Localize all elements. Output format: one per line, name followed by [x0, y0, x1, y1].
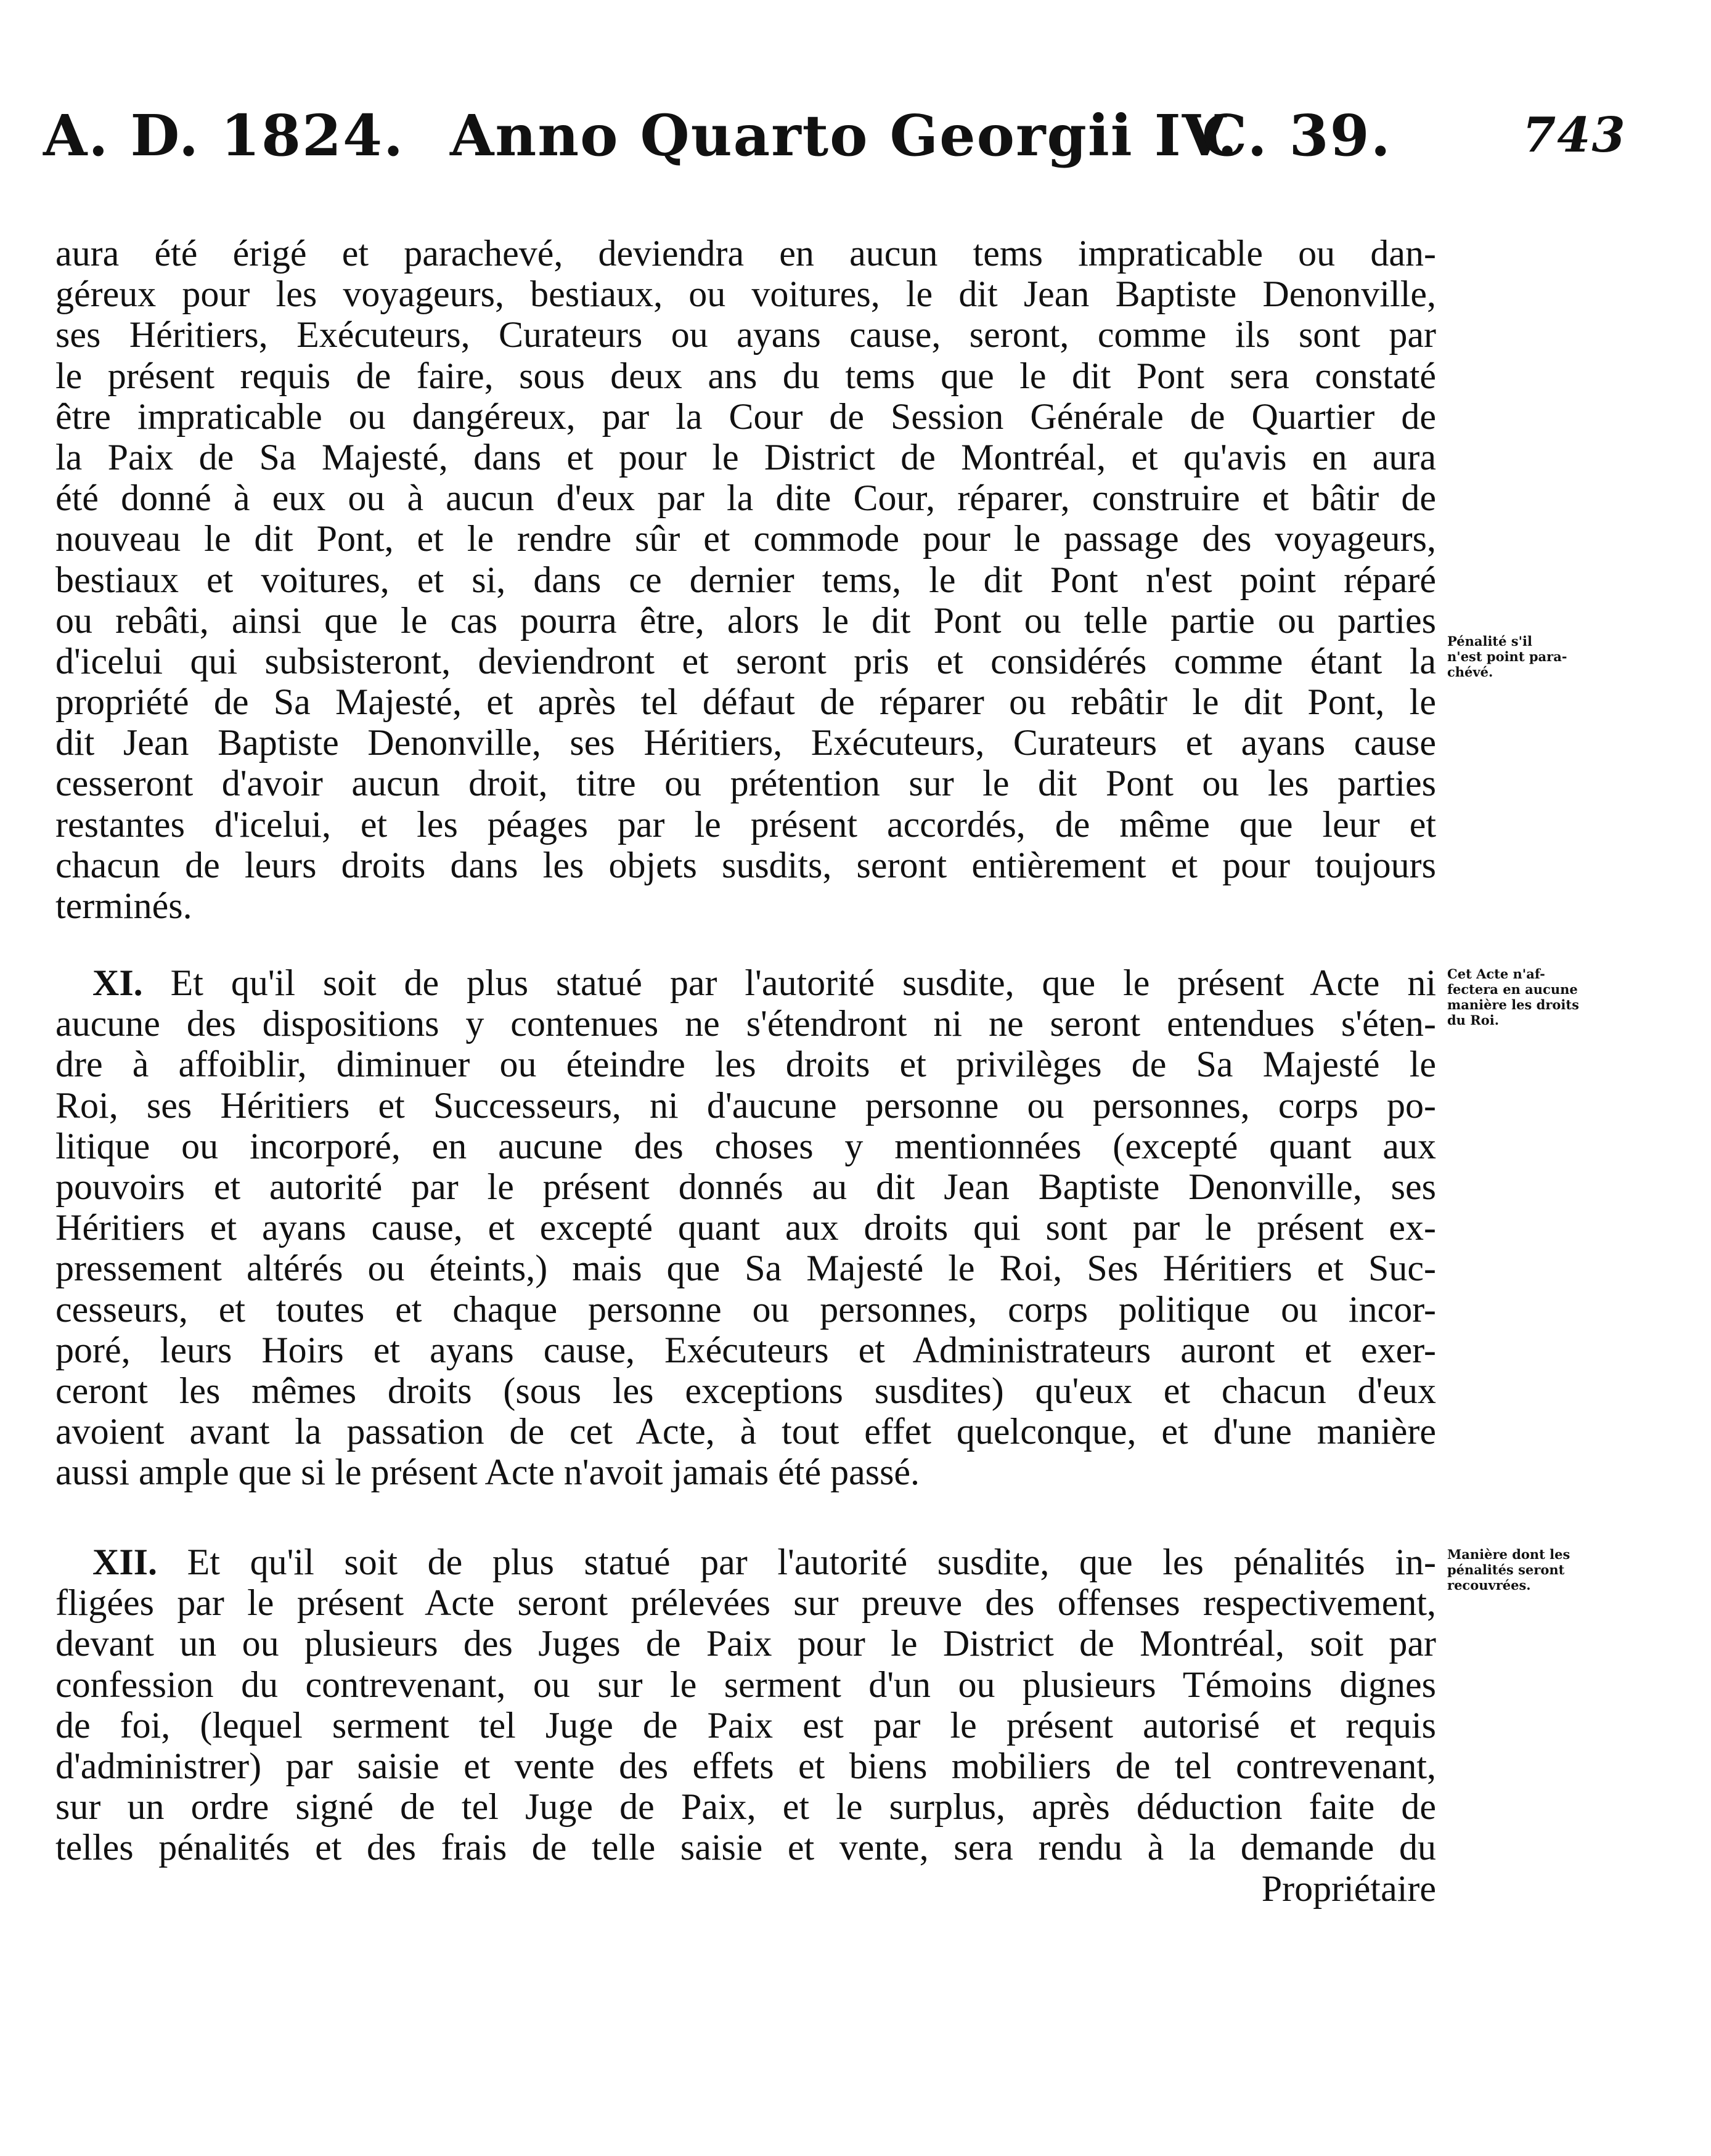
text-line: pressement altérés ou éteints,) mais que Sa Majesté le Roi, Ses Héritiers et Suc- — [55, 1248, 1436, 1289]
text-line: ceront les mêmes droits (sous les exceptions susdites) qu'eux et chacun d'eux — [55, 1370, 1436, 1411]
section-number: XI. — [92, 962, 143, 1003]
catchword: Propriétaire — [1261, 1868, 1436, 1909]
paragraph-continuation — [55, 233, 1436, 926]
margin-note-line: pénalités seront — [1447, 1562, 1565, 1577]
header-regnal-title: Anno Quarto Georgii IV. — [450, 102, 1239, 169]
text-line: dit Jean Baptiste Denonville, ses Héritiers, Exécuteurs, Curateurs et ayans cause — [55, 722, 1436, 763]
section-number: XII. — [92, 1542, 158, 1582]
header-year: A. D. 1824. — [43, 102, 405, 169]
text-line: ses Héritiers, Exécuteurs, Curateurs ou ayans cause, seront, comme ils sont par — [55, 314, 1436, 356]
margin-note-crown-rights — [1447, 966, 1632, 1028]
text-line: propriété de Sa Majesté, et après tel défaut de réparer ou rebâtir le dit Pont, le — [55, 681, 1436, 723]
margin-note-line: Pénalité s'il — [1447, 633, 1532, 649]
text-line: cesseront d'avoir aucun droit, titre ou prétention sur le dit Pont ou les parties — [55, 763, 1436, 804]
text-line: être impraticable ou dangéreux, par la Cour de Session Générale de Quartier de — [55, 396, 1436, 437]
text-line: de foi, (lequel serment tel Juge de Paix est par le présent autorisé et requis — [55, 1704, 1436, 1746]
text-line: été donné à eux ou à aucun d'eux par la dite Cour, réparer, construire et bâtir de — [55, 478, 1436, 519]
margin-note-line: Cet Acte n'af- — [1447, 966, 1545, 982]
text-line: devant un ou plusieurs des Juges de Paix pour le District de Montréal, soit par — [55, 1623, 1436, 1664]
text-line: ou rebâti, ainsi que le cas pourra être, alors le dit Pont ou telle partie ou parties — [55, 600, 1436, 641]
text-line — [55, 962, 1436, 1003]
text-line: poré, leurs Hoirs et ayans cause, Exécuteurs et Administrateurs auront et exer- — [55, 1329, 1436, 1370]
margin-note-line: fectera en aucune — [1447, 982, 1578, 997]
text-line: cesseurs, et toutes et chaque personne ou personnes, corps politique ou incor- — [55, 1288, 1436, 1330]
text-line: telles pénalités et des frais de telle saisie et vente, sera rendu à la demande du — [55, 1827, 1436, 1868]
margin-note-line: manière les droits — [1447, 997, 1579, 1012]
text-line-content: Et qu'il soit de plus statué par l'autorité susdite, que le présent Acte ni — [170, 962, 1437, 1003]
section-xii — [55, 1542, 1436, 1909]
text-line-content: Et qu'il soit de plus statué par l'autorité susdite, que les pénalités in- — [187, 1542, 1436, 1582]
text-line: aura été érigé et parachevé, deviendra en aucun tems impraticable ou dan- — [55, 233, 1436, 274]
text-line: avoient avant la passation de cet Acte, à tout effet quelconque, et d'une manière — [55, 1411, 1436, 1452]
margin-note-penalty-recovery — [1447, 1547, 1632, 1593]
margin-note-penalty — [1447, 633, 1632, 680]
margin-note-line: Manière dont les — [1447, 1547, 1570, 1562]
running-header — [43, 99, 1627, 185]
text-line: chacun de leurs droits dans les objets susdits, seront entièrement et pour toujours — [55, 844, 1436, 885]
text-line: fligées par le présent Acte seront prélevées sur preuve des offenses respectivement, — [55, 1582, 1436, 1624]
text-line: sur un ordre signé de tel Juge de Paix, et le surplus, après déduction faite de — [55, 1786, 1436, 1828]
text-line: pouvoirs et autorité par le présent donnés au dit Jean Baptiste Denonville, ses — [55, 1166, 1436, 1207]
text-line — [55, 1542, 1436, 1582]
margin-note-line: chévé. — [1447, 664, 1493, 680]
text-line: nouveau le dit Pont, et le rendre sûr et commode pour le passage des voyageurs, — [55, 518, 1436, 559]
text-line: la Paix de Sa Majesté, dans et pour le District de Montréal, et qu'avis en aura — [55, 436, 1436, 478]
margin-note-line: n'est point para- — [1447, 649, 1567, 664]
text-line: d'icelui qui subsisteront, deviendront et seront pris et considérés comme étant la — [55, 640, 1436, 681]
text-line: bestiaux et voitures, et si, dans ce dernier tems, le dit Pont n'est point réparé — [55, 559, 1436, 600]
margin-note-line: recouvrées. — [1447, 1577, 1531, 1593]
text-line: aussi ample que si le présent Acte n'avoit jamais été passé. — [55, 1452, 920, 1493]
text-line: terminés. — [55, 885, 192, 926]
margin-note-line: du Roi. — [1447, 1012, 1500, 1028]
text-line: restantes d'icelui, et les péages par le présent accordés, de même que leur et — [55, 803, 1436, 845]
text-line: géreux pour les voyageurs, bestiaux, ou voitures, le dit Jean Baptiste Denonville, — [55, 274, 1436, 315]
text-line: le présent requis de faire, sous deux ans du tems que le dit Pont sera constaté — [55, 355, 1436, 396]
header-chapter: C. 39. — [1202, 102, 1392, 169]
text-line: dre à affoiblir, diminuer ou éteindre les droits et privilèges de Sa Majesté le — [55, 1044, 1436, 1085]
text-line: Héritiers et ayans cause, et excepté quant aux droits qui sont par le présent ex- — [55, 1207, 1436, 1248]
text-line: Roi, ses Héritiers et Successeurs, ni d'aucune personne ou personnes, corps po- — [55, 1084, 1436, 1126]
text-line: confession du contrevenant, ou sur le serment d'un ou plusieurs Témoins dignes — [55, 1664, 1436, 1705]
page-number: 743 — [1522, 107, 1627, 163]
text-line: aucune des dispositions y contenues ne s'étendront ni ne seront entendues s'éten- — [55, 1003, 1436, 1044]
text-line: litique ou incorporé, en aucune des choses y mentionnées (excepté quant aux — [55, 1125, 1436, 1166]
text-line: d'administrer) par saisie et vente des effets et biens mobiliers de tel contrevenant, — [55, 1745, 1436, 1786]
section-xi — [55, 962, 1436, 1492]
